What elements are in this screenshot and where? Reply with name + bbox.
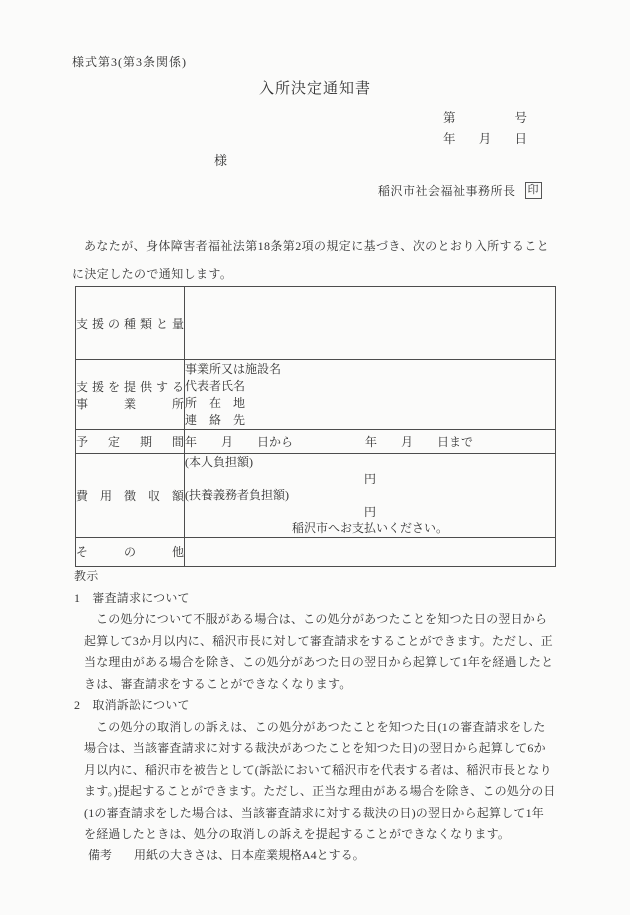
provider-label <box>76 360 185 430</box>
period-label: 予 定 期 間 <box>76 430 185 454</box>
issue-date-line <box>443 129 527 150</box>
appeal-section-body: この処分について不服がある場合は、この処分があつたことを知つた日の翌日から起算して3か月以内に、稲沢市長に対して審査請求をすることができます。ただし、正当な理由がある場合を除き、この処分があつた日の翌日から起算して1年を経過したときは、審査請求をすることができなくなります。 <box>84 612 554 691</box>
date-month-label: 月 <box>478 132 492 146</box>
fee-self-burden-yen: 円 <box>363 471 376 486</box>
table-row-provider <box>76 360 556 430</box>
lawsuit-section-title: 2 取消訴訟について <box>74 698 190 712</box>
support-type-value <box>185 287 556 360</box>
fee-payment-note: 稲沢市へお支払いください。 <box>291 521 448 535</box>
fee-supporter-burden-yen: 円 <box>363 504 376 519</box>
document-number-block <box>443 108 527 150</box>
intro-paragraph: あなたが、身体障害者福祉法第18条第2項の規定に基づき、次のとおり入所することに決定したので通知します。 <box>72 239 550 281</box>
instructions-heading: 教示 <box>74 569 99 583</box>
doc-number-prefix: 第 <box>443 111 456 125</box>
table-row-support-type <box>76 287 556 360</box>
instructions-section <box>74 566 556 846</box>
lawsuit-section-body: この処分の取消しの訴えは、この処分があつたことを知つた日(1の審査請求をした場合は、当該審査請求に対する裁決があつたことを知つた日)の翌日から起算して6か月以内に、稲沢市を被告として(訴訟において稲沢市を代表する者は、稲沢市長となります。)提起することができます。ただし、正当な理由がある場合を除き、この処分の日(1の審査請求をした場合は、当該審査請求に対する裁決の日)の翌日から起算して1年を経過したときは、処分の取消しの訴えを提起することができなくなります。 <box>84 719 556 841</box>
issuer-line <box>378 182 542 199</box>
date-day-label: 日 <box>514 132 527 146</box>
form-id: 様式第3(第3条関係) <box>72 55 187 69</box>
fee-label: 費 用 徴 収 額 <box>76 454 185 538</box>
provider-value <box>185 360 556 430</box>
decision-table <box>75 286 556 567</box>
date-year-label: 年 <box>443 132 456 146</box>
other-label: そ の 他 <box>76 537 185 566</box>
provider-address: 所 在 地 <box>185 395 246 410</box>
addressee-suffix: 様 <box>214 153 228 168</box>
remarks-line <box>88 846 365 863</box>
provider-label-line2: 事 業 所 <box>76 396 184 411</box>
seal-placeholder: 印 <box>525 182 542 199</box>
table-row-period <box>76 430 556 454</box>
provider-contact: 連 絡 先 <box>185 412 246 427</box>
provider-facility-name: 事業所又は施設名 <box>185 361 282 376</box>
table-row-other <box>76 537 556 566</box>
fee-value <box>185 454 556 538</box>
doc-number-suffix: 号 <box>514 111 527 125</box>
remarks-text: 用紙の大きさは、日本産業規格A4とする。 <box>134 848 365 862</box>
issuer-name: 稲沢市社会福祉事務所長 <box>378 184 516 198</box>
table-row-fee <box>76 454 556 538</box>
remarks-label: 備考 <box>88 848 113 862</box>
appeal-section-title: 1 審査請求について <box>74 590 190 605</box>
remarks-gap <box>112 846 134 863</box>
provider-label-line1: 支 援 を 提 供 す る <box>76 379 184 394</box>
fee-self-burden-label: (本人負担額) <box>185 455 253 469</box>
other-value <box>185 537 556 566</box>
period-value: 年 月 日から 年 月 日まで <box>185 430 556 454</box>
provider-representative: 代表者氏名 <box>185 378 246 393</box>
document-title: 入所決定通知書 <box>258 81 371 97</box>
support-type-label: 支 援 の 種 類 と 量 <box>76 287 185 360</box>
fee-supporter-burden-label: (扶養義務者負担額) <box>185 488 289 502</box>
document-number-line <box>443 108 527 129</box>
